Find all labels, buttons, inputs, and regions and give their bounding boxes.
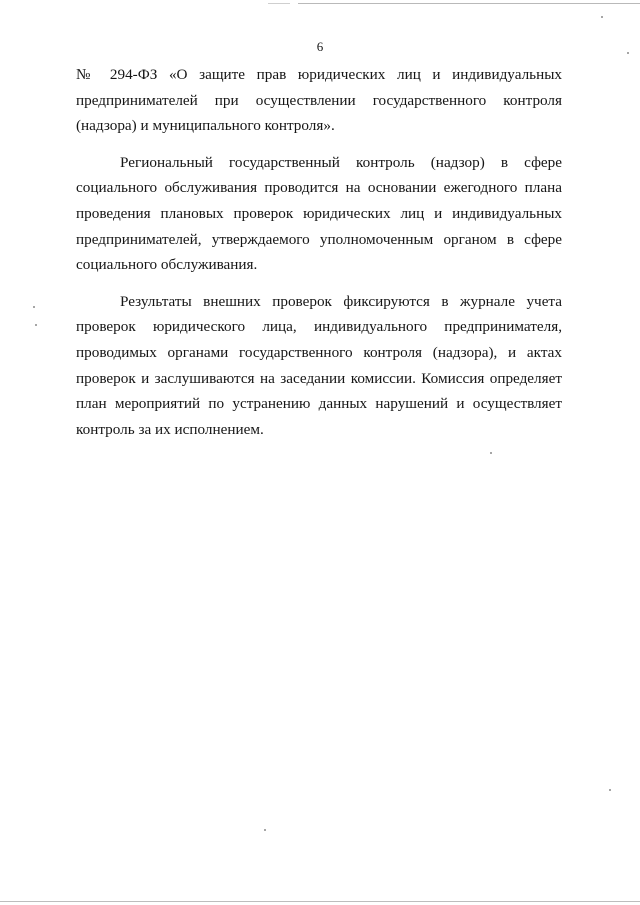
scan-artifact-line	[268, 3, 290, 4]
text-line: проведения плановых проверок юридических лиц и индивидуальных	[76, 204, 562, 222]
text-line: проводимых органами государственного контроля (надзора), и актах	[76, 343, 562, 361]
paragraph	[76, 289, 562, 443]
text-line: контроль за их исполнением.	[76, 420, 264, 438]
page-number: 6	[316, 39, 324, 54]
document-body	[76, 62, 562, 442]
scan-artifact-line	[298, 3, 640, 4]
text-line: № 294-ФЗ «О защите прав юридических лиц и индивидуальных	[76, 66, 562, 83]
scan-speck	[35, 324, 37, 326]
text-line: проверок юридического лица, индивидуального предпринимателя,	[76, 318, 562, 336]
text-line: (надзора) и муниципального контроля».	[76, 117, 335, 135]
text-line: Региональный государственный контроль (надзор) в сфере	[120, 153, 562, 171]
scan-speck	[490, 452, 492, 454]
text-line: предпринимателей, утверждаемого уполномоченным органом в сфере	[76, 230, 562, 248]
text-line: план мероприятий по устранению данных нарушений и осуществляет	[76, 395, 562, 413]
text-line: социального обслуживания проводится на основании ежегодного плана	[76, 179, 562, 197]
text-line: Результаты внешних проверок фиксируются в журнале учета	[120, 292, 562, 310]
paragraph	[76, 150, 562, 278]
scan-speck	[264, 829, 266, 831]
text-line: социального обслуживания.	[76, 256, 258, 274]
scan-artifact-line	[0, 901, 640, 902]
paragraph	[76, 62, 562, 139]
text-line: проверок и заслушиваются на заседании комиссии. Комиссия определяет	[76, 369, 562, 387]
scan-speck	[601, 16, 603, 18]
text-line: предпринимателей при осуществлении государственного контроля	[76, 91, 562, 109]
scan-speck	[33, 306, 35, 308]
scan-speck	[609, 789, 611, 791]
